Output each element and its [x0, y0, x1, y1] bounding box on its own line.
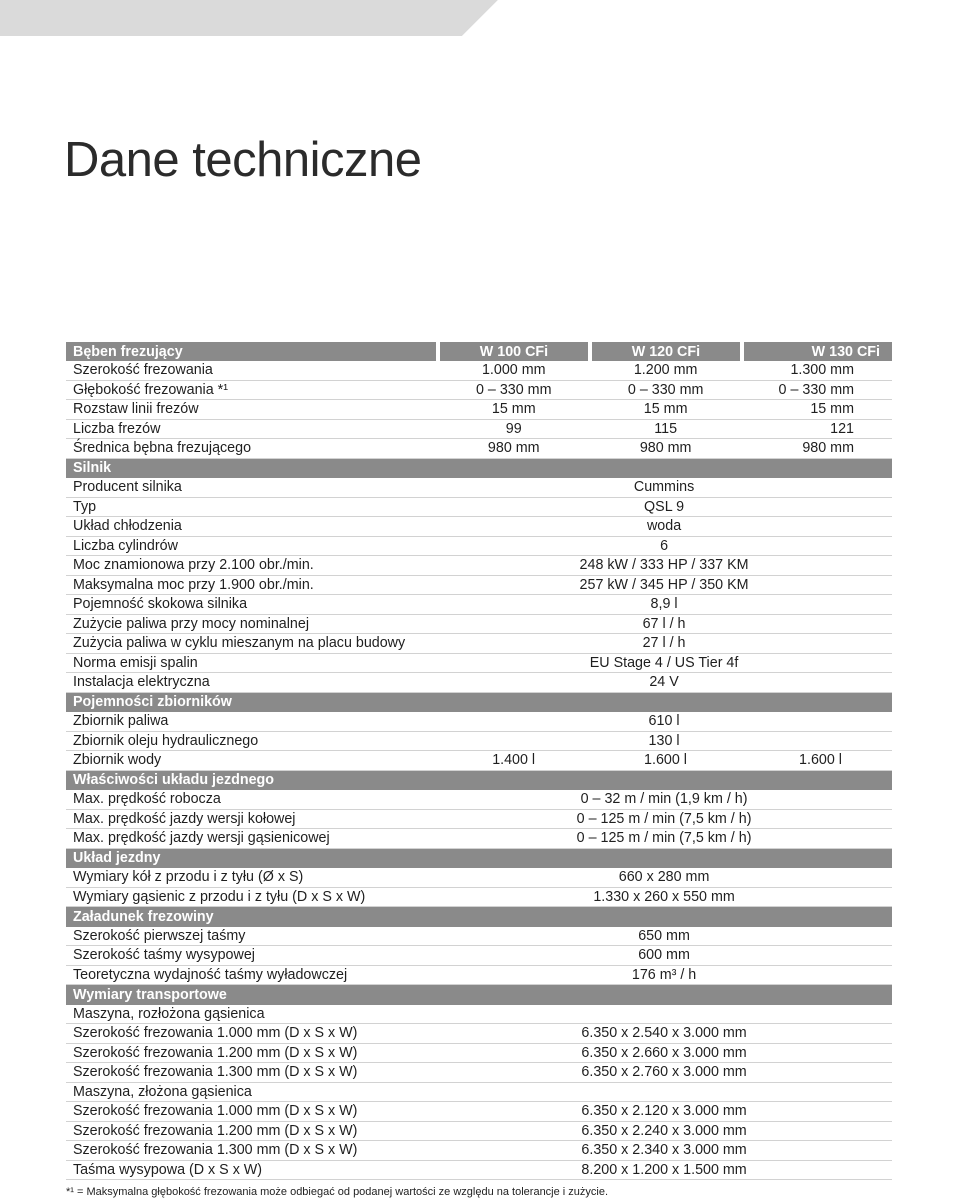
table-header-row [66, 342, 892, 361]
row-label: Maksymalna moc przy 1.900 obr./min. [73, 576, 314, 593]
table-row [66, 1005, 892, 1025]
row-label: Układ chłodzenia [73, 518, 182, 535]
row-value: QSL 9 [644, 498, 685, 515]
table-row [66, 1063, 892, 1083]
row-label: Szerokość frezowania 1.200 mm (D x S x W) [73, 1044, 358, 1061]
table-row [66, 888, 892, 908]
table-row [66, 1102, 892, 1122]
section-chassis [66, 849, 892, 869]
row-value: Cummins [633, 479, 695, 496]
row-value: 6.350 x 2.540 x 3.000 mm [581, 1025, 747, 1042]
row-value: 6.350 x 2.120 x 3.000 mm [581, 1103, 747, 1120]
row-value-w130: 1.600 l [799, 752, 842, 769]
table-row [66, 556, 892, 576]
drum-rows [66, 361, 892, 459]
section-engine [66, 459, 892, 479]
row-label: Liczba cylindrów [73, 537, 178, 554]
row-value: 27 l / h [642, 635, 686, 652]
row-value: 257 kW / 345 HP / 350 KM [579, 576, 749, 593]
page-title: Dane techniczne [64, 133, 422, 187]
row-label: Wymiary gąsienic z przodu i z tyłu (D x S x W) [73, 888, 366, 905]
spec-table [66, 342, 892, 1180]
table-row [66, 634, 892, 654]
table-row [66, 1083, 892, 1103]
row-label: Zbiornik paliwa [73, 713, 169, 730]
table-row [66, 790, 892, 810]
header-col-w120: W 120 CFi [592, 342, 740, 361]
transport-rows [66, 1005, 892, 1181]
table-row [66, 946, 892, 966]
row-value: 8,9 l [650, 596, 678, 613]
row-label: Szerokość frezowania 1.000 mm (D x S x W) [73, 1103, 358, 1120]
row-label: Zbiornik wody [73, 752, 162, 769]
row-value-w130: 1.300 mm [790, 362, 855, 379]
tank-rows [66, 712, 892, 751]
table-row [66, 381, 892, 401]
row-value-w100: 1.000 mm [481, 362, 546, 379]
engine-rows [66, 478, 892, 693]
row-value-w120: 115 [654, 420, 678, 437]
row-value-w100: 0 – 330 mm [476, 381, 552, 398]
section-tanks [66, 693, 892, 713]
section-transport [66, 985, 892, 1005]
row-label: Szerokość frezowania 1.200 mm (D x S x W) [73, 1122, 358, 1139]
row-value [436, 1005, 892, 1024]
row-label: Rozstaw linii frezów [73, 401, 199, 418]
table-row [66, 576, 892, 596]
header-col-w130: W 130 CFi [744, 342, 892, 361]
row-label: Max. prędkość jazdy wersji gąsienicowej [73, 830, 330, 847]
row-value: 660 x 280 mm [618, 869, 710, 886]
table-row [66, 615, 892, 635]
row-label: Pojemność skokowa silnika [73, 596, 248, 613]
row-label: Norma emisji spalin [73, 654, 198, 671]
row-value: woda [646, 518, 682, 535]
section-driving [66, 771, 892, 791]
row-value-w100: 980 mm [487, 440, 540, 457]
table-row [66, 595, 892, 615]
table-row [66, 517, 892, 537]
row-value: 6.350 x 2.240 x 3.000 mm [581, 1122, 747, 1139]
row-value: 1.330 x 260 x 550 mm [593, 888, 735, 905]
row-value-w130: 15 mm [810, 401, 855, 418]
row-value: 248 kW / 333 HP / 337 KM [579, 557, 749, 574]
table-row [66, 478, 892, 498]
row-label: Głębokość frezowania *¹ [73, 381, 228, 398]
row-label: Zużycia paliwa w cyklu mieszanym na placu budowy [73, 635, 406, 652]
table-row [66, 361, 892, 381]
footnote: *¹ = Maksymalna głębokość frezowania może odbiegać od podanej wartości ze względu na tolerancje i zużycie. [66, 1186, 609, 1198]
band-shape [0, 0, 960, 36]
table-row [66, 1044, 892, 1064]
row-value: 6.350 x 2.660 x 3.000 mm [581, 1044, 747, 1061]
loading-rows [66, 927, 892, 986]
table-row [66, 829, 892, 849]
row-value-w100: 1.400 l [492, 752, 536, 769]
top-decorative-band [0, 0, 960, 36]
section-title: Wymiary transportowe [66, 985, 892, 1005]
row-value-w130: 121 [830, 420, 855, 437]
table-row [66, 537, 892, 557]
row-value: 610 l [648, 713, 680, 730]
row-value: 130 l [648, 732, 680, 749]
table-row [66, 1141, 892, 1161]
row-value-w120: 980 mm [639, 440, 692, 457]
row-label: Teoretyczna wydajność taśmy wyładowczej [73, 966, 348, 983]
row-value: 176 m³ / h [631, 966, 697, 983]
table-row [66, 673, 892, 693]
row-label: Maszyna, złożona gąsienica [73, 1083, 252, 1100]
row-label: Taśma wysypowa (D x S x W) [73, 1161, 263, 1178]
row-label: Średnica bębna frezującego [73, 440, 252, 457]
section-title: Silnik [66, 459, 892, 479]
row-label: Instalacja elektryczna [73, 674, 210, 691]
table-row [66, 420, 892, 440]
row-value-w100: 99 [505, 420, 522, 437]
row-label: Szerokość pierwszej taśmy [73, 927, 246, 944]
row-label: Szerokość frezowania 1.300 mm (D x S x W) [73, 1064, 358, 1081]
row-value-w120: 1.200 mm [633, 362, 698, 379]
driving-rows [66, 790, 892, 849]
table-row-water [66, 751, 892, 771]
row-label: Moc znamionowa przy 2.100 obr./min. [73, 557, 314, 574]
row-value-w120: 1.600 l [644, 752, 687, 769]
row-label: Szerokość frezowania 1.000 mm (D x S x W) [73, 1025, 358, 1042]
row-label: Liczba frezów [73, 420, 161, 437]
row-value: 24 V [649, 674, 679, 691]
row-label: Szerokość taśmy wysypowej [73, 947, 255, 964]
section-title: Układ jezdny [66, 849, 892, 869]
row-label: Producent silnika [73, 479, 182, 496]
row-label: Szerokość frezowania 1.300 mm (D x S x W) [73, 1142, 358, 1159]
row-value: 650 mm [638, 927, 690, 944]
row-value-w130: 980 mm [802, 440, 855, 457]
table-row [66, 1161, 892, 1181]
row-value: 0 – 125 m / min (7,5 km / h) [576, 830, 752, 847]
section-title: Załadunek frezowiny [66, 907, 892, 927]
row-label: Szerokość frezowania [73, 362, 213, 379]
row-value-w130: 0 – 330 mm [778, 381, 855, 398]
section-loading [66, 907, 892, 927]
table-row [66, 439, 892, 459]
row-value: 6 [660, 537, 669, 554]
row-value: 8.200 x 1.200 x 1.500 mm [581, 1161, 747, 1178]
table-row [66, 810, 892, 830]
row-label: Zbiornik oleju hydraulicznego [73, 732, 259, 749]
table-row [66, 654, 892, 674]
section-title: Właściwości układu jezdnego [66, 771, 892, 791]
row-value-w120: 0 – 330 mm [627, 381, 704, 398]
row-value: 67 l / h [642, 615, 686, 632]
table-row [66, 966, 892, 986]
row-label: Typ [73, 498, 97, 515]
row-label: Max. prędkość robocza [73, 791, 221, 808]
table-row [66, 1122, 892, 1142]
table-row [66, 498, 892, 518]
table-row [66, 868, 892, 888]
row-value: 0 – 32 m / min (1,9 km / h) [580, 791, 748, 808]
row-value: EU Stage 4 / US Tier 4f [589, 654, 739, 671]
row-value: 6.350 x 2.340 x 3.000 mm [581, 1142, 747, 1159]
row-label: Wymiary kół z przodu i z tyłu (Ø x S) [73, 869, 304, 886]
table-row [66, 1024, 892, 1044]
table-row [66, 712, 892, 732]
header-label: Bęben frezujący [66, 342, 436, 361]
header-col-w100: W 100 CFi [440, 342, 588, 361]
row-value: 0 – 125 m / min (7,5 km / h) [576, 810, 752, 827]
table-row [66, 400, 892, 420]
row-value: 6.350 x 2.760 x 3.000 mm [581, 1064, 747, 1081]
row-label: Zużycie paliwa przy mocy nominalnej [73, 615, 309, 632]
chassis-rows [66, 868, 892, 907]
section-title: Pojemności zbiorników [66, 693, 892, 713]
row-value-w120: 15 mm [643, 401, 688, 418]
row-value: 600 mm [638, 947, 690, 964]
row-value [436, 1083, 892, 1102]
table-row [66, 732, 892, 752]
table-row [66, 927, 892, 947]
row-label: Maszyna, rozłożona gąsienica [73, 1005, 265, 1022]
row-value-w100: 15 mm [491, 401, 536, 418]
row-label: Max. prędkość jazdy wersji kołowej [73, 810, 296, 827]
